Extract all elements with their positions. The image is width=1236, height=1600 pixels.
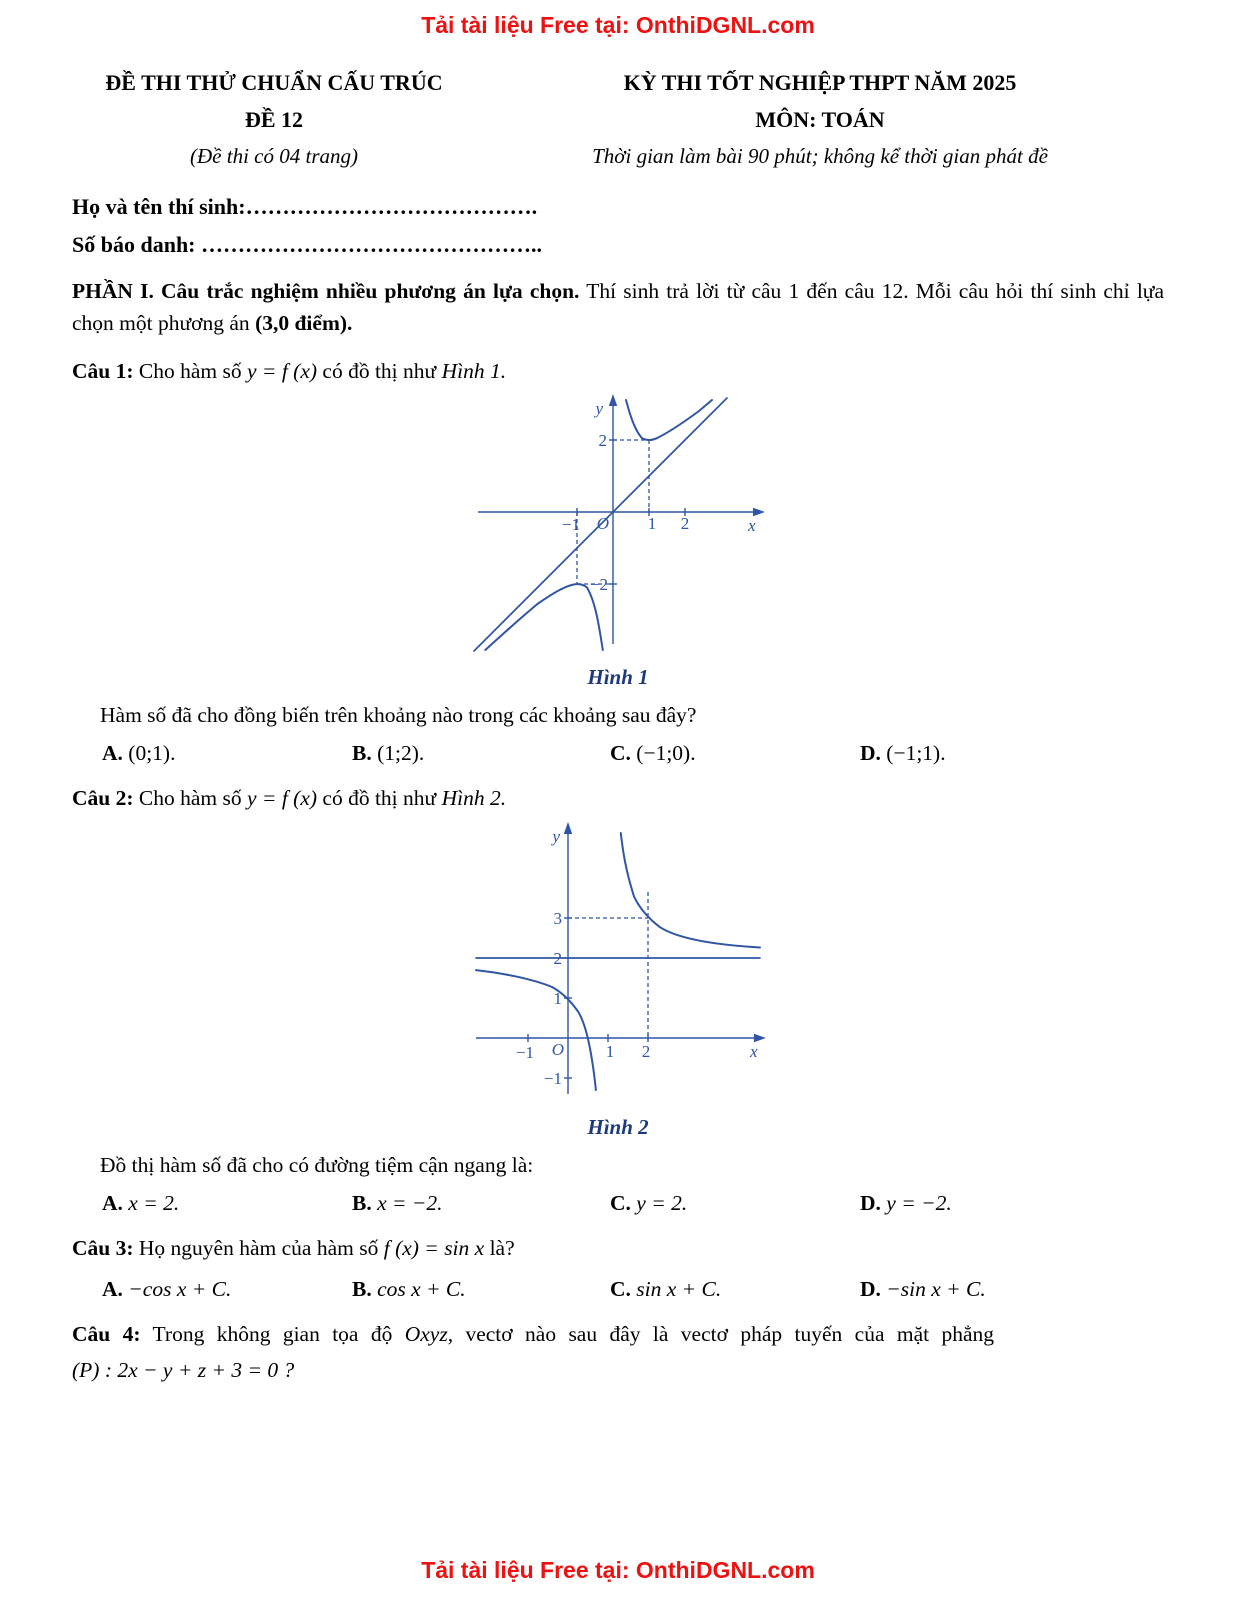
q1-option-d-label: D. — [860, 740, 881, 765]
fig1-y-arrow-icon — [609, 394, 617, 406]
question-4-post: vectơ nào sau đây là vectơ pháp tuyến của mặt phẳng — [465, 1322, 995, 1347]
q3-option-b-value: cos x + C. — [377, 1277, 466, 1302]
fig1-x-arrow-icon — [753, 508, 765, 516]
question-1-pre: Cho hàm số — [138, 359, 242, 384]
question-2-figure-ref: Hình 2. — [441, 785, 507, 810]
q3-option-a-value: −cos x + C. — [128, 1277, 232, 1302]
q2-option-c — [610, 1191, 860, 1216]
figure-1 — [72, 392, 1164, 690]
q1-option-a-label: A. — [102, 740, 123, 765]
part1-desc: Thí sinh trả lời từ câu 1 đến câu 12. Mỗi câu hỏi thí sinh chỉ lựa chọn một phương án — [72, 278, 1165, 336]
q2-option-a-value: x = 2. — [128, 1190, 180, 1215]
q3-option-c-label: C. — [610, 1277, 631, 1302]
figure-1-graph — [468, 392, 768, 660]
question-1-label: Câu 1: — [72, 359, 134, 384]
exam-title: KỲ THI TỐT NGHIỆP THPT NĂM 2025 — [623, 70, 1017, 95]
figure-2-caption: Hình 2 — [587, 1114, 649, 1139]
top-banner: Tải tài liệu Free tại: OnthiDGNL.com — [421, 12, 815, 38]
q1-option-a-value: (0;1). — [128, 740, 176, 765]
q2-option-c-value: y = 2. — [636, 1190, 688, 1215]
q2-option-d-label: D. — [860, 1190, 881, 1215]
question-1-figure-ref: Hình 1. — [441, 359, 507, 384]
exam-number: ĐỀ 12 — [244, 106, 304, 132]
q1-option-d-value: (−1;1). — [886, 740, 946, 765]
question-4-intro — [72, 1318, 1164, 1350]
q3-option-b-label: B. — [352, 1277, 372, 1302]
page-count-note: (Đề thi có 04 trang) — [190, 143, 358, 168]
question-3-pre: Họ nguyên hàm của hàm số — [138, 1235, 379, 1260]
fig1-xtick-2: 2 — [680, 513, 690, 533]
fig1-curve-lower-branch — [485, 584, 603, 650]
question-2-label: Câu 2: — [72, 785, 134, 810]
q2-option-c-label: C. — [610, 1190, 631, 1215]
q3-option-d — [860, 1277, 1164, 1302]
q1-option-c — [610, 741, 860, 766]
q3-option-c-value: sin x + C. — [636, 1277, 722, 1302]
fig2-xtick-1: 1 — [605, 1041, 615, 1061]
fig1-x-axis-label: x — [748, 515, 756, 535]
fig2-x-axis-label: x — [750, 1041, 758, 1061]
question-3-options — [72, 1277, 1164, 1302]
q3-option-a-label: A. — [102, 1277, 123, 1302]
question-1-mid: có đồ thị như — [322, 359, 437, 384]
question-2-pre: Cho hàm số — [138, 785, 242, 810]
fig1-curve-upper-branch — [626, 400, 712, 440]
question-4-formula: (P) : 2x − y + z + 3 = 0 ? — [72, 1358, 295, 1383]
fig1-ytick-2: 2 — [598, 430, 607, 450]
q1-option-b-value: (1;2). — [377, 740, 425, 765]
question-3-post: là? — [489, 1235, 515, 1260]
question-2-options — [72, 1191, 1164, 1216]
fig2-xtick-2: 2 — [641, 1041, 651, 1061]
q1-option-b-label: B. — [352, 740, 372, 765]
part1-intro — [72, 275, 1164, 340]
q3-option-d-value: −sin x + C. — [886, 1277, 986, 1302]
q1-option-a — [102, 741, 352, 766]
q2-option-d-value: y = −2. — [886, 1190, 952, 1215]
fig2-xtick-neg1: −1 — [515, 1042, 535, 1062]
student-info — [72, 188, 1164, 263]
question-4-pre: Trong không gian tọa độ — [152, 1322, 393, 1347]
question-1-intro — [72, 355, 1164, 387]
question-2-intro — [72, 782, 1164, 814]
student-name-line: Họ và tên thí sinh:…………………………………. — [72, 194, 538, 220]
q2-option-a-label: A. — [102, 1190, 123, 1215]
exam-header — [72, 65, 1164, 174]
fig2-curve-left-branch — [476, 970, 596, 1090]
question-1-text: Hàm số đã cho đồng biến trên khoảng nào trong các khoảng sau đây? — [100, 702, 697, 727]
fig2-y-axis-label: y — [552, 826, 560, 846]
question-1-formula: y = f (x) — [247, 359, 318, 384]
q3-option-b — [352, 1277, 610, 1302]
fig2-origin-label: O — [551, 1039, 564, 1059]
student-id-line: Số báo danh: ……………………………………….. — [72, 231, 543, 257]
fig2-ytick-1: 1 — [553, 988, 562, 1008]
q3-option-a — [102, 1277, 352, 1302]
question-1-options — [72, 741, 1164, 766]
duration-note: Thời gian làm bài 90 phút; không kể thời gian phát đề — [592, 143, 1048, 168]
fig2-ytick-2: 2 — [553, 948, 562, 968]
fig1-ytick-neg2: −2 — [589, 574, 608, 594]
q2-option-b — [352, 1191, 610, 1216]
q2-option-b-label: B. — [352, 1190, 372, 1215]
question-3-label: Câu 3: — [72, 1235, 134, 1260]
q1-option-d — [860, 741, 1164, 766]
subject: MÔN: TOÁN — [755, 106, 885, 132]
question-4-var: Oxyz, — [404, 1322, 454, 1347]
q2-option-b-value: x = −2. — [377, 1190, 443, 1215]
figure-2 — [72, 818, 1164, 1140]
q2-option-d — [860, 1191, 1164, 1216]
fig1-origin-label: O — [596, 513, 609, 533]
fig2-ytick-3: 3 — [553, 908, 562, 928]
part1-points: (3,0 điểm). — [255, 311, 353, 336]
q1-option-b — [352, 741, 610, 766]
question-3-formula: f (x) = sin x — [383, 1235, 485, 1260]
q2-option-a — [102, 1191, 352, 1216]
header-right — [476, 65, 1164, 174]
header-left — [72, 65, 476, 174]
figure-1-caption: Hình 1 — [587, 664, 649, 689]
q3-option-c — [610, 1277, 860, 1302]
part1-title: PHẦN I. Câu trắc nghiệm nhiều phương án lựa chọn. — [72, 278, 580, 303]
question-3-intro — [72, 1232, 1164, 1264]
q3-option-d-label: D. — [860, 1277, 881, 1302]
fig2-x-arrow-icon — [754, 1034, 766, 1042]
figure-2-graph — [468, 818, 768, 1110]
question-2-mid: có đồ thị như — [322, 785, 437, 810]
fig1-xtick-1: 1 — [647, 513, 657, 533]
fig2-y-arrow-icon — [564, 822, 572, 834]
fig2-ytick-neg1: −1 — [543, 1068, 562, 1088]
fig1-y-axis-label: y — [595, 398, 603, 418]
bottom-banner: Tải tài liệu Free tại: OnthiDGNL.com — [421, 1557, 815, 1583]
fig2-curve-right-branch — [621, 833, 760, 948]
q1-option-c-value: (−1;0). — [636, 740, 696, 765]
q1-option-c-label: C. — [610, 740, 631, 765]
question-2-formula: y = f (x) — [247, 785, 318, 810]
fig1-xtick-neg1: −1 — [561, 514, 581, 534]
exam-type: ĐỀ THI THỬ CHUẨN CẤU TRÚC — [105, 70, 443, 95]
question-2-text: Đồ thị hàm số đã cho có đường tiệm cận ngang là: — [100, 1152, 534, 1177]
question-4-label: Câu 4: — [72, 1322, 141, 1347]
